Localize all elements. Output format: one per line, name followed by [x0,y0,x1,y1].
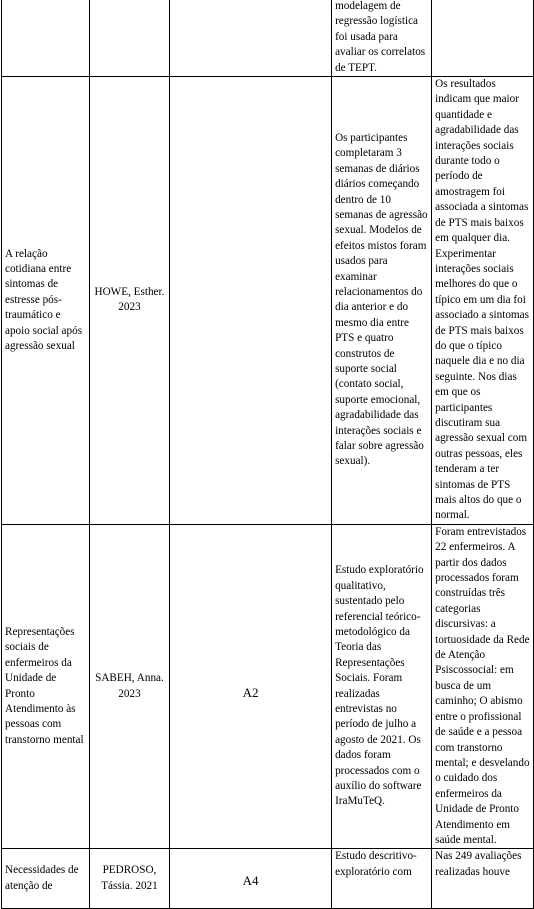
literature-review-table [1,0,534,909]
author-cell [89,0,169,77]
code-label [173,32,328,44]
code-cell [170,0,332,77]
author-cell: SABEH, Anna. 2023 [89,524,169,849]
result-cell: Os resultados indicam que maior quantidade e agradabilidade das interações sociais durante todo o período de amostragem foi associada a sintomas de PTS mais baixos em qualquer dia. Experimentar interações sociais melhores do que o típico em um dia foi associado a sintomas de PTS mais baixos do que o típico naquele dia e no dia seguinte. Nos dias em que os participantes discutiram sua agressão sexual com outras pessoas, eles tenderam a ter sintomas de PTS mais altos do que o normal. [432,77,534,525]
code-cell [170,77,332,525]
code-cell [170,849,332,909]
result-cell: Foram entrevistados 22 enfermeiros. A partir dos dados processados foram construídas três categorias discursivas: a tortuosidade da Rede de Atenção Psiscossocial: em busca de um caminho; O abismo entre o profissional de saúde e a pessoa com transtorno mental; e desvelando o cuidado dos enfermeiros da Unidade de Pronto Atendimento em saúde mental. [432,524,534,849]
table-row [2,849,534,909]
author-cell: HOWE, Esther. 2023 [89,77,169,525]
author-cell: PEDROSO, Tássia. 2021 [89,849,169,909]
method-cell: Estudo exploratório qualitativo, sustentado pelo referencial teórico-metodológico da Teoria das Representações Sociais. Foram realizadas entrevistas no período de julho a agosto de 2021. Os dados foram processados com o auxílio do software IraMuTeQ. [332,524,432,849]
code-label [173,294,328,306]
result-cell [432,0,534,77]
code-cell [170,524,332,849]
title-cell: A relação cotidiana entre sintomas de estresse pós-traumático e apoio social após agressão sexual [2,77,90,525]
title-cell: Representações sociais de enfermeiros da Unidade de Pronto Atendimento às pessoas com transtorno mental [2,524,90,849]
method-cell: modelagem de regressão logística foi usada para avaliar os correlatos de TEPT. [332,0,432,77]
method-cell: Estudo descritivo-exploratório com [332,849,432,909]
code-label: A4 [242,873,259,889]
table-row [2,77,534,525]
method-cell: Os participantes completaram 3 semanas de diários diários começando dentro de 10 semanas de agressão sexual. Modelos de efeitos mistos foram usados para examinar relacionamentos do dia anterior e do mesmo dia entre PTS e quatro construtos de suporte social (contato social, suporte emocional, agradabilidade das interações sociais e falar sobre agressão sexual). [332,77,432,525]
result-cell: Nas 249 avaliações realizadas houve [432,849,534,909]
code-label: A2 [242,684,259,700]
title-cell: Necessidades de atenção de [2,849,90,909]
table-row [2,0,534,77]
table-row [2,524,534,849]
title-cell [2,0,90,77]
